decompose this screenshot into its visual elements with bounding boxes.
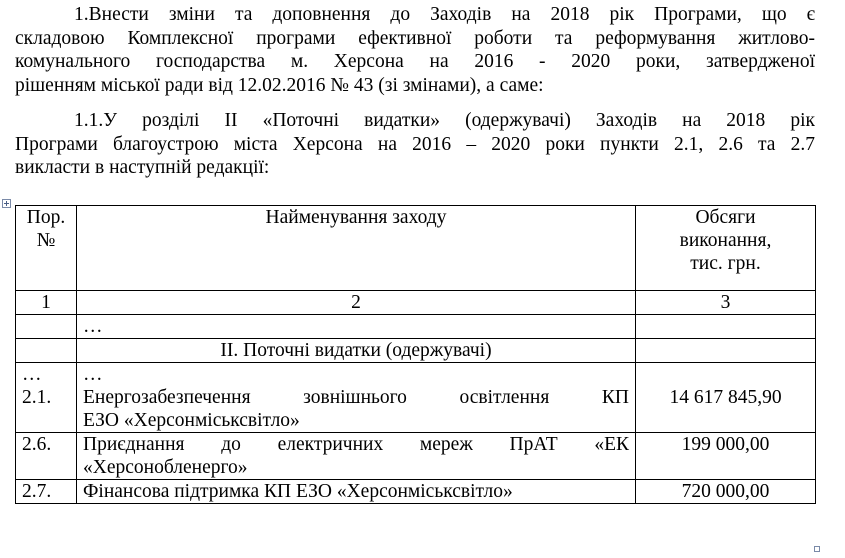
column-number: 1 [16,291,77,315]
paragraph-1 [15,3,815,97]
header-volume-line3: тис. грн. [690,253,761,274]
row-number-cell [16,363,77,433]
table-move-handle[interactable] [2,199,11,208]
table-cell [636,315,816,339]
row-name-line: Фінансова підтримка КП ЕЗО «Херсонміськсвітло» [83,481,513,502]
header-volume-line1: Обсяги [695,207,756,228]
row-number: 2.1. [22,387,52,408]
row-amount: 199 000,00 [636,433,816,480]
paragraph-2-line: викласти в наступній редакції: [15,157,270,179]
measures-table [15,205,816,504]
row-name-line: «Херсонобленерго» [83,457,248,478]
row-name-line: ЕЗО «Херсонміськсвітло» [83,410,300,431]
table-row [16,480,816,504]
column-number: 2 [77,291,636,315]
paragraph-1-line: рішенням міської ради від 12.02.2016 № 43 (зі змінами), а саме: [15,74,544,96]
section-row [16,339,816,363]
row-amount: 14 617 845,90 [636,363,816,433]
paragraph-2-line: Програми благоустрою міста Херсона на 2016 – 2020 роки пункти 2.1, 2.6 та 2.7 [15,133,815,155]
table-resize-handle[interactable] [814,546,820,552]
table-row [16,363,816,433]
row-number: 2.6. [16,433,77,480]
paragraph-2 [15,109,815,180]
row-name-line: Енергозабезпечення зовнішнього освітлення КП [83,387,629,408]
column-number: 3 [636,291,816,315]
table-cell [16,339,77,363]
ellipsis-cell: … [77,315,636,339]
header-number-line2: № [36,230,56,251]
row-number: 2.7. [16,480,77,504]
ellipsis: … [83,364,103,385]
header-volume [636,206,816,291]
header-number [16,206,77,291]
ellipsis: … [22,364,42,385]
ellipsis-row [16,315,816,339]
paragraph-1-line: 1.Внести зміни та доповнення до Заходів на 2018 рік Програми, що є [74,4,815,25]
paragraph-2-line: 1.1.У розділі ІІ «Поточні видатки» (одержувачі) Заходів на 2018 рік [74,110,815,131]
section-title: ІІ. Поточні видатки (одержувачі) [77,339,636,363]
table-cell [636,339,816,363]
column-number-row [16,291,816,315]
header-number-line1: Пор. [26,207,66,228]
row-name-cell [77,433,636,480]
header-volume-line2: виконання, [679,230,772,251]
row-amount: 720 000,00 [636,480,816,504]
row-name-line: Приєднання до електричних мереж ПрАТ «ЕК [83,434,629,455]
table-cell [16,315,77,339]
table-row [16,433,816,480]
header-name: Найменування заходу [77,206,636,291]
row-name-cell [77,480,636,504]
paragraph-1-line: складовою Комплексної програми ефективної роботи та реформування житлово- [15,27,815,49]
row-name-cell [77,363,636,433]
paragraph-1-line: комунального господарства м. Херсона на 2016 - 2020 роки, затвердженої [15,51,815,73]
table-header-row [16,206,816,291]
